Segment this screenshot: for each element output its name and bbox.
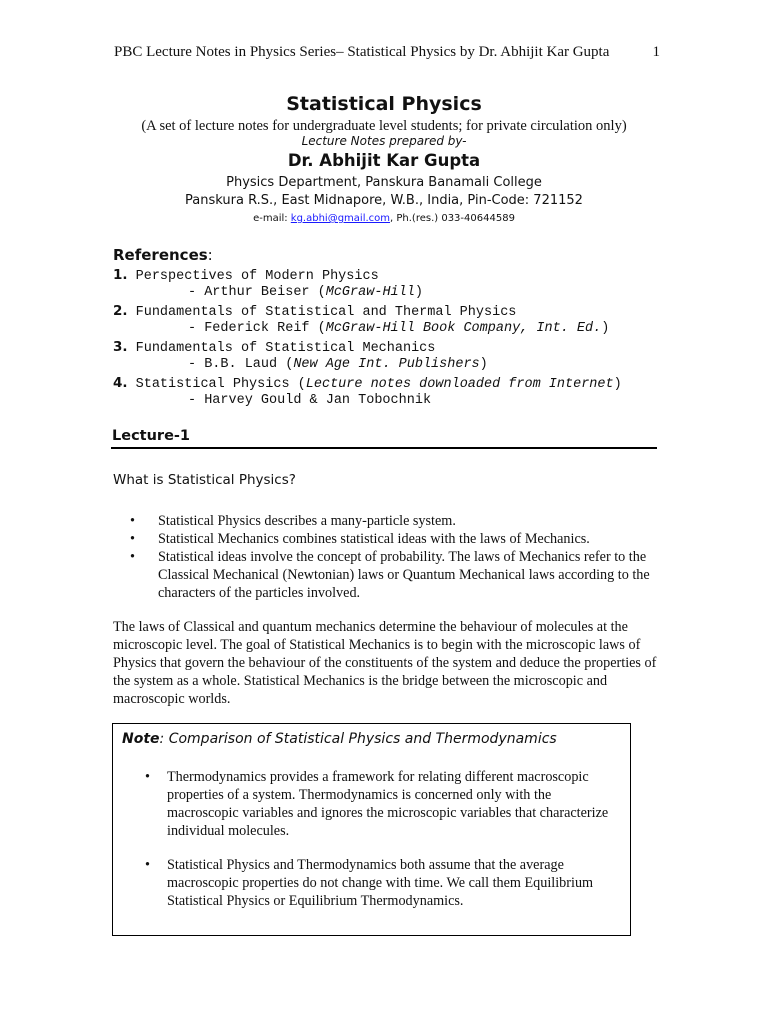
intro-bullet-list bbox=[130, 512, 660, 602]
address: Panskura R.S., East Midnapore, W.B., India, Pin-Code: 721152 bbox=[185, 193, 583, 208]
running-title: PBC Lecture Notes in Physics Series– Statistical Physics by Dr. Abhijit Kar Gupta bbox=[114, 44, 610, 60]
references-heading-text: References bbox=[113, 246, 208, 264]
prepared-by: Lecture Notes prepared by- bbox=[301, 134, 467, 148]
reference-title-close: ) bbox=[613, 377, 622, 392]
list-item bbox=[145, 768, 620, 840]
note-bullet-list bbox=[145, 856, 620, 910]
list-item-text: Statistical Physics and Thermodynamics both assume that the average macroscopic properties do not change with time. We call them Equilibrium Statistical Physics or Equilibrium Thermodynamics. bbox=[167, 857, 594, 909]
bullet-icon: • bbox=[130, 531, 135, 547]
reference-number: 3. bbox=[113, 339, 128, 355]
department: Physics Department, Panskura Banamali College bbox=[226, 175, 542, 190]
list-item-text: Thermodynamics provides a framework for relating different macroscopic properties of a system. Thermodynamics is concerned only with the macroscopic variables and ignores the microscopic variables that characterize individual molecules. bbox=[167, 769, 609, 839]
reference-title: Perspectives of Modern Physics bbox=[127, 269, 379, 284]
reference-author-text: - B.B. Laud ( bbox=[188, 357, 294, 372]
document-subtitle: (A set of lecture notes for undergraduate level students; for private circulation only) bbox=[141, 118, 627, 134]
lecture-heading: Lecture-1 bbox=[112, 428, 191, 444]
body-paragraph: The laws of Classical and quantum mechanics determine the behaviour of molecules at the microscopic level. The goal of Statistical Mechanics is to begin with the microscopic laws of Physics that govern the behaviour of the constituents of the system and deduce the properties of the system as a whole. Statistical Mechanics is the bridge between the microscopic and macroscopic worlds. bbox=[113, 619, 657, 707]
reference-author-text: - Harvey Gould & Jan Tobochnik bbox=[188, 393, 432, 408]
bullet-icon: • bbox=[130, 513, 135, 529]
bullet-icon: • bbox=[130, 549, 135, 565]
reference-publisher: McGraw-Hill Book Company, Int. Ed. bbox=[325, 321, 602, 336]
phone: , Ph.(res.) 033-40644589 bbox=[390, 213, 515, 224]
reference-publisher: New Age Int. Publishers bbox=[293, 357, 480, 372]
list-item bbox=[130, 548, 660, 602]
section-question: What is Statistical Physics? bbox=[113, 472, 296, 488]
reference-close-paren: ) bbox=[479, 357, 488, 372]
reference-item bbox=[113, 339, 435, 356]
reference-author bbox=[188, 321, 609, 336]
reference-item bbox=[113, 303, 516, 320]
reference-number: 2. bbox=[113, 303, 128, 319]
reference-author bbox=[188, 285, 423, 300]
list-item bbox=[130, 512, 660, 530]
author-name: Dr. Abhijit Kar Gupta bbox=[287, 151, 481, 170]
reference-title: Fundamentals of Statistical Mechanics bbox=[127, 341, 436, 356]
document-title: Statistical Physics bbox=[286, 93, 482, 115]
running-header bbox=[114, 44, 660, 61]
note-bullet-list bbox=[145, 768, 620, 840]
list-item-text: Statistical ideas involve the concept of probability. The laws of Mechanics refer to the Classical Mechanical (Newtonian) laws or Quantum Mechanical laws according to the characters of the particles involved. bbox=[158, 549, 650, 601]
reference-number: 1. bbox=[113, 267, 128, 283]
bullet-icon: • bbox=[145, 857, 150, 873]
reference-close-paren: ) bbox=[414, 285, 423, 300]
reference-title: Statistical Physics ( bbox=[127, 377, 306, 392]
reference-close-paren: ) bbox=[601, 321, 610, 336]
list-item-text: Statistical Mechanics combines statistical ideas with the laws of Mechanics. bbox=[158, 531, 590, 547]
reference-title-italic: Lecture notes downloaded from Internet bbox=[305, 377, 614, 392]
list-item bbox=[145, 856, 620, 910]
note-title bbox=[122, 731, 557, 747]
references-colon: : bbox=[207, 246, 213, 264]
email-link[interactable]: kg.abhi@gmail.com bbox=[290, 213, 391, 224]
references-heading bbox=[113, 246, 213, 264]
note-label: Note bbox=[122, 731, 160, 747]
contact-line bbox=[0, 213, 768, 224]
reference-author bbox=[188, 393, 431, 408]
reference-author-text: - Federick Reif ( bbox=[188, 321, 326, 336]
note-title-text: Comparison of Statistical Physics and Thermodynamics bbox=[164, 731, 557, 747]
reference-author-text: - Arthur Beiser ( bbox=[188, 285, 326, 300]
list-item bbox=[130, 530, 660, 548]
reference-item bbox=[113, 267, 379, 284]
note-colon: : bbox=[159, 731, 165, 747]
reference-author bbox=[188, 357, 488, 372]
reference-number: 4. bbox=[113, 375, 128, 391]
email-prefix: e-mail: bbox=[253, 213, 291, 224]
reference-publisher: McGraw-Hill bbox=[325, 285, 415, 300]
heading-rule bbox=[111, 447, 657, 449]
bullet-icon: • bbox=[145, 769, 150, 785]
list-item-text: Statistical Physics describes a many-particle system. bbox=[158, 513, 456, 529]
reference-title: Fundamentals of Statistical and Thermal Physics bbox=[127, 305, 517, 320]
page-number: 1 bbox=[652, 44, 660, 60]
reference-item bbox=[113, 375, 622, 392]
